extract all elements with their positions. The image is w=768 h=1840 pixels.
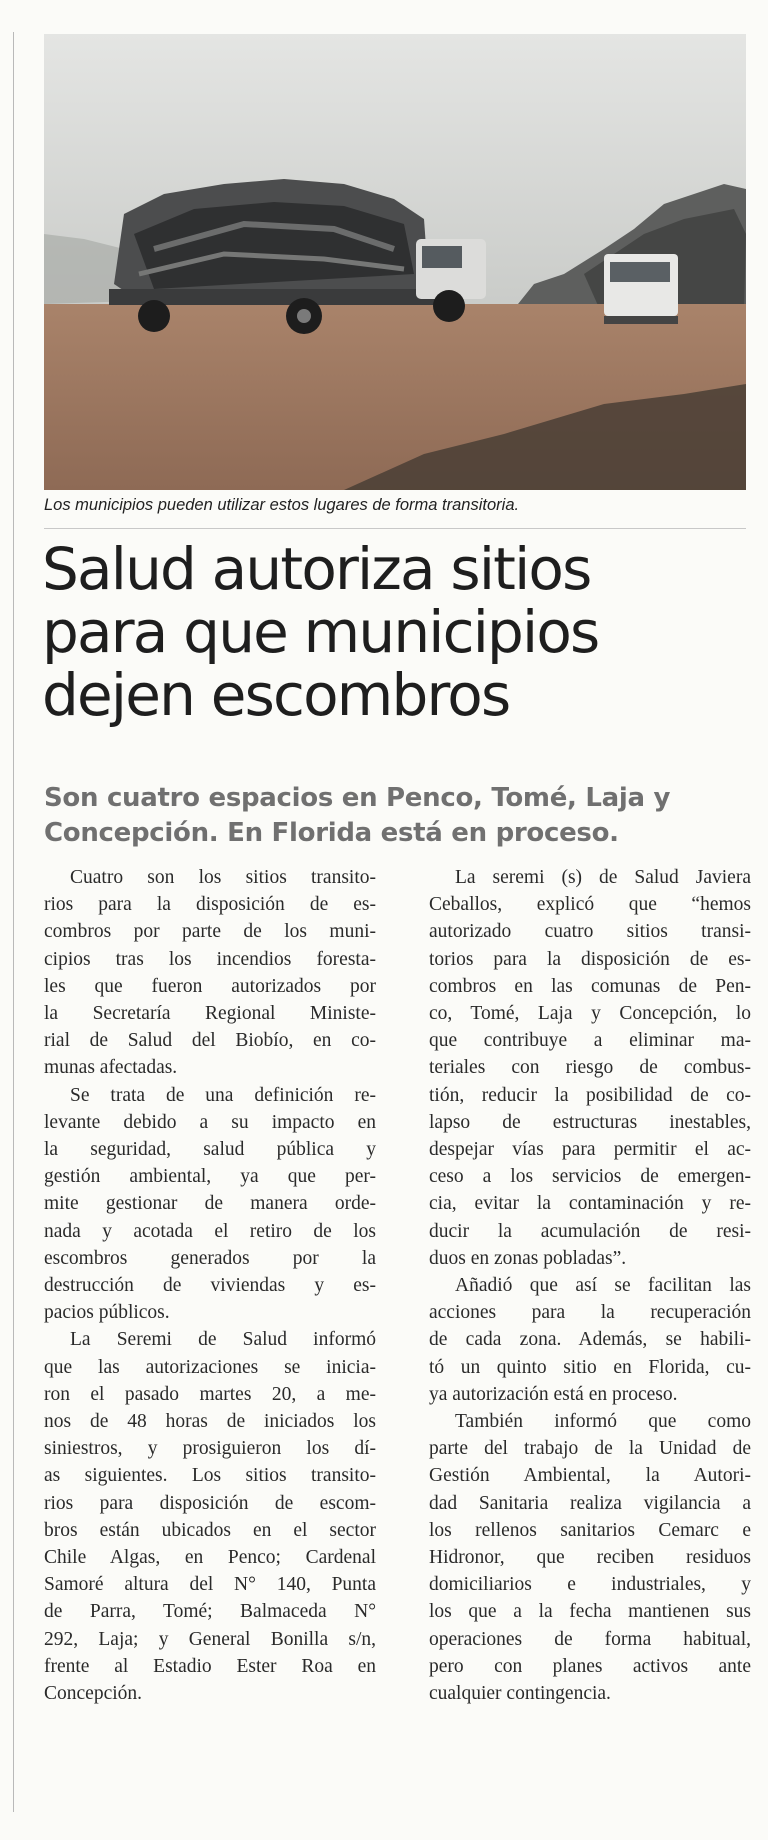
headline-line: Salud autoriza sitios	[42, 535, 591, 603]
text-line: rial de Salud del Biobío, en co-	[44, 1030, 376, 1052]
text-line: También informó que como	[455, 1411, 751, 1433]
subheadline-line: Son cuatro espacios en Penco, Tomé, Laja y	[44, 783, 671, 813]
text-line: duos en zonas pobladas”.	[429, 1247, 627, 1269]
headline-line: para que municipios	[42, 598, 599, 666]
text-line: gestión ambiental, ya que per-	[44, 1166, 376, 1188]
text-line: ducir la acumulación de resi-	[429, 1220, 751, 1242]
text-line: mite gestionar de manera orde-	[44, 1193, 376, 1215]
headline	[42, 535, 752, 729]
text-line: pacios públicos.	[44, 1302, 170, 1324]
text-line: Gestión Ambiental, la Autori-	[429, 1465, 751, 1487]
caption-divider	[44, 528, 746, 529]
text-line: lapso de estructuras inestables,	[429, 1111, 751, 1133]
text-line: los que a la fecha mantienen sus	[429, 1601, 751, 1623]
text-line: acciones para la recuperación	[429, 1302, 751, 1324]
truck-debris-illustration	[44, 34, 746, 490]
text-line: Ceballos, explicó que “hemos	[429, 894, 751, 916]
text-line: los rellenos sanitarios Cemarc e	[429, 1519, 751, 1541]
text-line: autorizado cuatro sitios transi-	[429, 921, 751, 943]
text-line: destrucción de viviendas y es-	[44, 1275, 376, 1297]
text-line: Samoré altura del N° 140, Punta	[44, 1574, 376, 1596]
text-line: Chile Algas, en Penco; Cardenal	[44, 1547, 376, 1569]
text-line: de cada zona. Además, se habili-	[429, 1329, 751, 1351]
text-line: nos de 48 horas de iniciados los	[44, 1411, 376, 1433]
text-line: frente al Estadio Ester Roa en	[44, 1655, 376, 1677]
text-line: levante debido a su impacto en	[44, 1111, 376, 1133]
text-line: Se trata de una definición re-	[70, 1084, 376, 1106]
text-line: les que fueron autorizados por	[44, 975, 376, 997]
text-line: que las autorizaciones se inicia-	[44, 1356, 376, 1378]
text-line: bros están ubicados en el sector	[44, 1519, 376, 1541]
article-column-right	[429, 864, 751, 1707]
text-line: operaciones de forma habitual,	[429, 1628, 751, 1650]
text-line: escombros generados por la	[44, 1247, 376, 1269]
photo-caption: Los municipios pueden utilizar estos lugares de forma transitoria.	[44, 496, 520, 514]
text-line: pero con planes activos ante	[429, 1655, 751, 1677]
text-line: La seremi (s) de Salud Javiera	[455, 867, 751, 888]
text-line: combros en las comunas de Pen-	[429, 975, 751, 997]
headline-line: dejen escombros	[42, 661, 510, 729]
text-line: combros por parte de los muni-	[44, 921, 376, 943]
text-line: Hidronor, que reciben residuos	[429, 1547, 751, 1569]
text-line: domiciliarios e industriales, y	[429, 1574, 751, 1596]
subheadline-line: Concepción. En Florida está en proceso.	[44, 818, 619, 848]
text-line: nada y acotada el retiro de los	[44, 1220, 376, 1242]
text-line: Concepción.	[44, 1683, 143, 1705]
article-column-left	[44, 864, 376, 1707]
text-line: tión, reducir la posibilidad de co-	[429, 1084, 751, 1106]
text-line: torios para la disposición de es-	[429, 948, 751, 970]
text-line: despejar vías para permitir el ac-	[429, 1139, 751, 1161]
text-line: dad Sanitaria realiza vigilancia a	[429, 1492, 751, 1514]
text-line: co, Tomé, Laja y Concepción, lo	[429, 1003, 751, 1025]
text-line: rios para la disposición de es-	[44, 894, 376, 916]
text-line: ron el pasado martes 20, a me-	[44, 1383, 376, 1405]
text-line: rios para disposición de escom-	[44, 1492, 376, 1514]
text-line: parte del trabajo de la Unidad de	[429, 1438, 751, 1460]
text-line: siniestros, y prosiguieron los dí-	[44, 1438, 376, 1460]
page-margin-rule	[13, 32, 14, 1812]
text-line: La Seremi de Salud informó	[70, 1329, 376, 1351]
text-line: cia, evitar la contaminación y re-	[429, 1193, 751, 1215]
text-line: la Secretaría Regional Ministe-	[44, 1003, 376, 1025]
text-line: ceso a los servicios de emergen-	[429, 1166, 751, 1188]
text-line: ya autorización está en proceso.	[429, 1383, 678, 1405]
text-line: Cuatro son los sitios transito-	[70, 867, 376, 888]
text-line: teriales con riesgo de combus-	[429, 1057, 751, 1079]
subheadline	[44, 781, 754, 851]
text-line: Añadió que así se facilitan las	[455, 1275, 751, 1297]
text-line: la seguridad, salud pública y	[44, 1139, 376, 1161]
text-line: 292, Laja; y General Bonilla s/n,	[44, 1628, 376, 1650]
text-line: que contribuye a eliminar ma-	[429, 1030, 751, 1052]
text-line: cipios tras los incendios foresta-	[44, 948, 376, 970]
text-line: cualquier contingencia.	[429, 1683, 611, 1705]
text-line: munas afectadas.	[44, 1057, 178, 1079]
news-photo	[44, 34, 746, 490]
text-line: de Parra, Tomé; Balmaceda N°	[44, 1601, 376, 1623]
text-line: tó un quinto sitio en Florida, cu-	[429, 1356, 751, 1378]
text-line: as siguientes. Los sitios transito-	[44, 1465, 376, 1487]
